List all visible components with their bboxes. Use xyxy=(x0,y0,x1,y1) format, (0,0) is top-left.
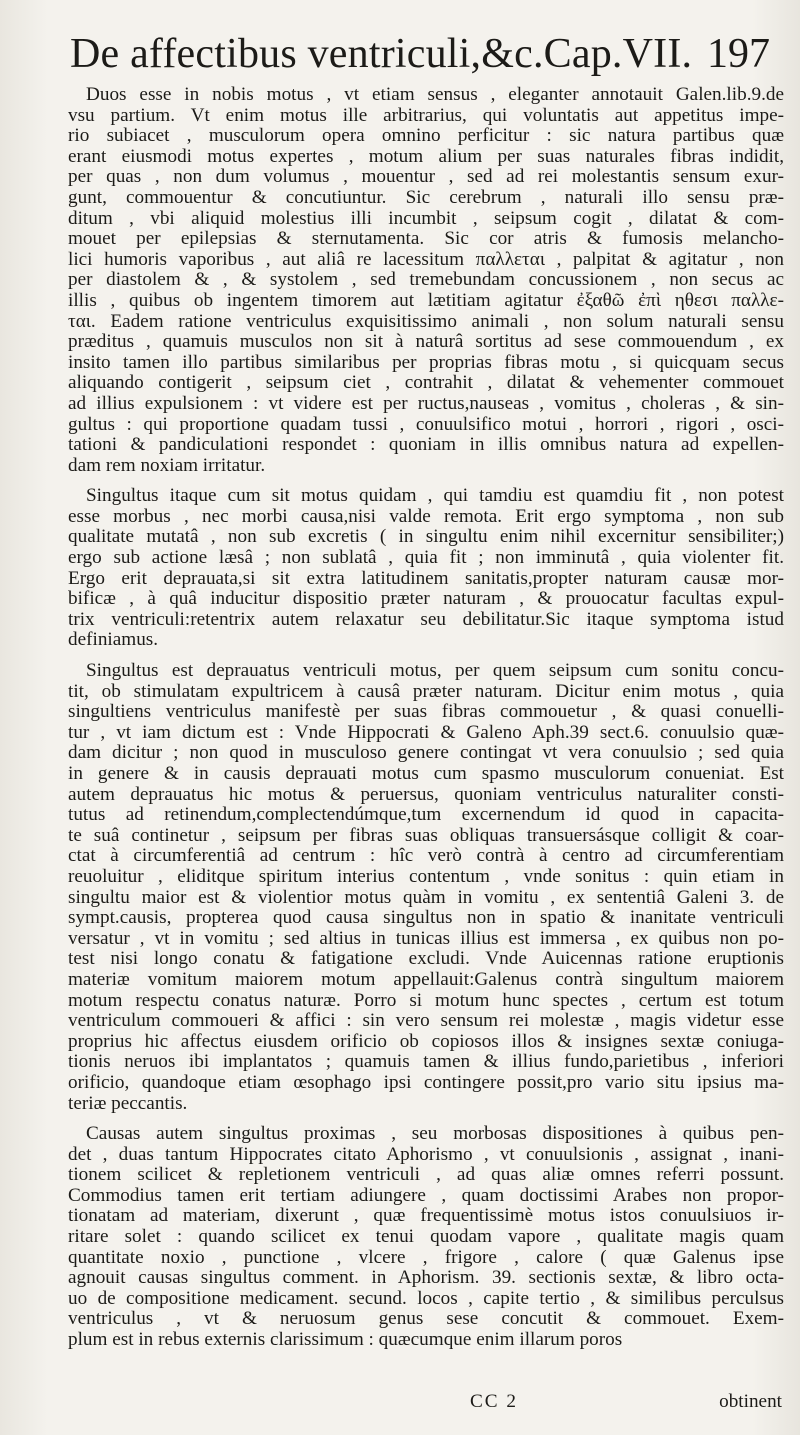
text-line: Singultus itaque cum sit motus quidam , qui tamdiu est quamdiu fit , non potest xyxy=(86,486,784,507)
text-line: plum est in rebus externis clarissimum : quæcumque enim illarum poros xyxy=(68,1330,623,1351)
paragraph xyxy=(68,486,784,651)
text-line: insito tamen illo partibus similaribus per proprias fibras motu , si quicquam secus xyxy=(68,352,784,373)
catchword: obtinent xyxy=(719,1391,782,1412)
text-line: reuoluitur , eliditque spiritum interius contentum , vnde sonitus : quin etiam in xyxy=(68,866,784,887)
text-line: illis , quibus ob ingentem timorem aut lætitiam agitatur ἐξαθῶ ἐπὶ ηθεσι παλλε- xyxy=(68,290,784,311)
text-line: tur , vt iam dictum est : Vnde Hippocrati & Galeno Aph.39 sect.6. conuulsio quæ- xyxy=(68,722,784,743)
text-line: det , duas tantum Hippocrates citato Aphorismo , vt conuulsionis , assignat , inani- xyxy=(68,1144,784,1165)
text-line: Singultus est deprauatus ventriculi motus, per quem seipsum cum sonitu concu- xyxy=(86,661,784,682)
page-number: 197 xyxy=(707,31,770,77)
text-line: orificio, quandoque etiam œsophago ipsi contingere possit,pro vario situ ipsius ma- xyxy=(68,1072,784,1093)
text-line: bificæ , à quâ inducitur dispositio præter naturam , & prouocatur facultas expul- xyxy=(68,589,784,610)
text-line: Ergo erit deprauata,si sit extra latitudinem sanitatis,propter naturam causæ mor- xyxy=(68,568,784,589)
text-line: ad illius expulsionem : vt videre est per ructus,nauseas , vomitus , choleras , & sin- xyxy=(68,393,784,414)
text-line: esse morbus , nec morbi causa,nisi valde remota. Erit ergo symptoma , non sub xyxy=(68,506,784,527)
text-line: test nisi longo conatu & fatigatione excludi. Vnde Auicennas ratione eruptionis xyxy=(68,949,784,970)
text-line: proprius hic affectus eiusdem orificio ob copiosos illos & insignes sextæ coniuga- xyxy=(68,1031,784,1052)
text-line: dam rem noxiam irritatur. xyxy=(68,455,266,476)
text-line: tutus ad retinendum,complectendúmque,tum excernendum id quod in capacita- xyxy=(68,805,784,826)
text-line: agnouit causas singultus comment. in Aphorism. 39. sectionis sextæ, & libro octa- xyxy=(68,1268,784,1289)
text-line: te suâ continetur , seipsum per fibras suas obliquas transuersásque colligit & coar- xyxy=(68,825,784,846)
text-line: ditum , vbi aliquid molestius illi incumbit , seipsum cogit , dilatat & com- xyxy=(68,208,784,229)
text-line: versatur , vt in vomitu ; sed altius in tunicas illius est immersa , ex quibus non po- xyxy=(68,928,784,949)
text-line: ctat à circumferentiâ ad centrum : hîc verò contrà à centro ad circumferentiam xyxy=(68,846,784,867)
text-line: aliquando contigerit , seipsum ciet , contrahit , dilatat & vehementer commouet xyxy=(68,373,784,394)
text-line: motum respectu conatus naturæ. Porro si motum hunc spectes , certum est totum xyxy=(68,990,784,1011)
text-line: ritare solet : quando scilicet ex tenui quodam vapore , qualitate magis quam xyxy=(68,1227,784,1248)
text-line: mouet per epilepsias & sternutamenta. Sic cor atris & fumosis melancho- xyxy=(68,229,784,250)
text-line: singultu maior est & violentior motus quàm in vomitu , ex sententiâ Galeni 3. de xyxy=(68,887,784,908)
text-line: tionatam ad materiam, dixerunt , quæ frequentissimè motus istos conuulsiuos ir- xyxy=(68,1206,784,1227)
text-line: erant eiusmodi motus expertes , motum alium per suas naturales fibras indidit, xyxy=(68,146,784,167)
text-line: trix ventriculi:retentrix autem relaxatur seu debilitatur.Sic itaque symptoma istud xyxy=(68,609,784,630)
text-line: materiæ vomitum maiorem motum appellauit:Galenus contrà singultum maiorem xyxy=(68,969,784,990)
paragraph xyxy=(68,85,784,476)
running-header xyxy=(70,30,770,78)
text-line: Duos esse in nobis motus , vt etiam sensus , eleganter annotauit Galen.lib.9.de xyxy=(86,85,784,105)
text-line: tationi & pandiculationi respondet : quoniam in illis omnibus natura ad expellen- xyxy=(68,435,784,456)
text-line: definiamus. xyxy=(68,630,159,651)
text-line: autem deprauatus hic motus & peruersus, quoniam ventriculus naturaliter consti- xyxy=(68,784,784,805)
text-line: teriæ peccantis. xyxy=(68,1093,188,1114)
text-body xyxy=(68,85,784,1361)
text-line: singultiens ventriculus manifestè per suas fibras commouetur , & quasi conuelli- xyxy=(68,702,784,723)
text-line: rio subiacet , musculorum opera omnino perficitur : sic natura partibus quæ xyxy=(68,126,784,147)
text-line: gunt, commouentur & concutiuntur. Sic cerebrum , naturali illo sensu præ- xyxy=(68,187,784,208)
text-line: tionis neruos ibi implantatos ; quamuis tamen & illius fundo,parietibus , inferiori xyxy=(68,1052,784,1073)
text-line: sympt.causis, propterea quod causa singultus non in spatio & inanitate ventriculi xyxy=(68,908,784,929)
text-line: quantitate noxio , punctione , vlcere , frigore , calore ( quæ Galenus ipse xyxy=(68,1247,784,1268)
text-line: lici humoris vaporibus , aut aliâ re lacessitum παλλεται , palpitat & agitatur , non xyxy=(68,249,784,270)
running-title: De affectibus ventriculi,&c.Cap.VII. xyxy=(70,31,693,77)
text-line: ται. Eadem ratione ventriculus exquisitissimo animali , non solum naturali sensu xyxy=(68,311,784,332)
text-line: per quas , non dum volumus , mouentur , sed ad rei molestantis sensum exur- xyxy=(68,167,784,188)
text-line: ventriculus , vt & neruosum genus sese concutit & commouet. Exem- xyxy=(68,1309,784,1330)
text-line: ergo sub actione læsâ ; non sublatâ , quia fit ; non imminutâ , quia violenter fit. xyxy=(68,548,784,569)
text-line: Commodius tamen erit tertiam adiungere , quam doctissimi Arabes non propor- xyxy=(68,1185,784,1206)
text-line: uo de compositione medicament. secund. locos , capite tertio , & similibus perculsus xyxy=(68,1288,784,1309)
text-line: Causas autem singultus proximas , seu morbosas dispositiones à quibus pen- xyxy=(86,1124,784,1145)
paragraph xyxy=(68,661,784,1114)
text-line: tit, ob stimulatam expultricem à causâ præter naturam. Dicitur enim motus , quia xyxy=(68,681,784,702)
text-line: tionem scilicet & repletionem ventriculi , ad quas aliæ omnes referri possunt. xyxy=(68,1165,784,1186)
text-line: ventriculum commoueri & affici : sin vero sensum rei molestæ , magis videtur esse xyxy=(68,1011,784,1032)
text-line: per diastolem & , & systolem , sed tremebundam concussionem , non secus ac xyxy=(68,270,784,291)
text-line: vsu partium. Vt enim motus ille arbitrarius, qui voluntatis aut appetitus impe- xyxy=(68,105,784,126)
text-line: præditus , quamuis musculos non sit à naturâ sortitus ad sese commouendum , ex xyxy=(68,332,784,353)
text-line: dam dicitur ; non quod in musculoso genere contingat vt vera conuulsio ; sed quia xyxy=(68,743,784,764)
text-line: gultus : qui proportione quadam tussi , conuulsifico motui , horrori , rigori , osci- xyxy=(68,414,784,435)
text-line: in genere & in causis deprauati motus cum spasmo musculorum conueniat. Est xyxy=(68,764,784,784)
page-footer xyxy=(470,1391,782,1413)
text-line: qualitate mutatâ , non sub excretis ( in singultu enim nihil excernitur sensibiliter;) xyxy=(68,527,784,548)
signature-mark: CC 2 xyxy=(470,1391,518,1412)
paragraph xyxy=(68,1124,784,1351)
